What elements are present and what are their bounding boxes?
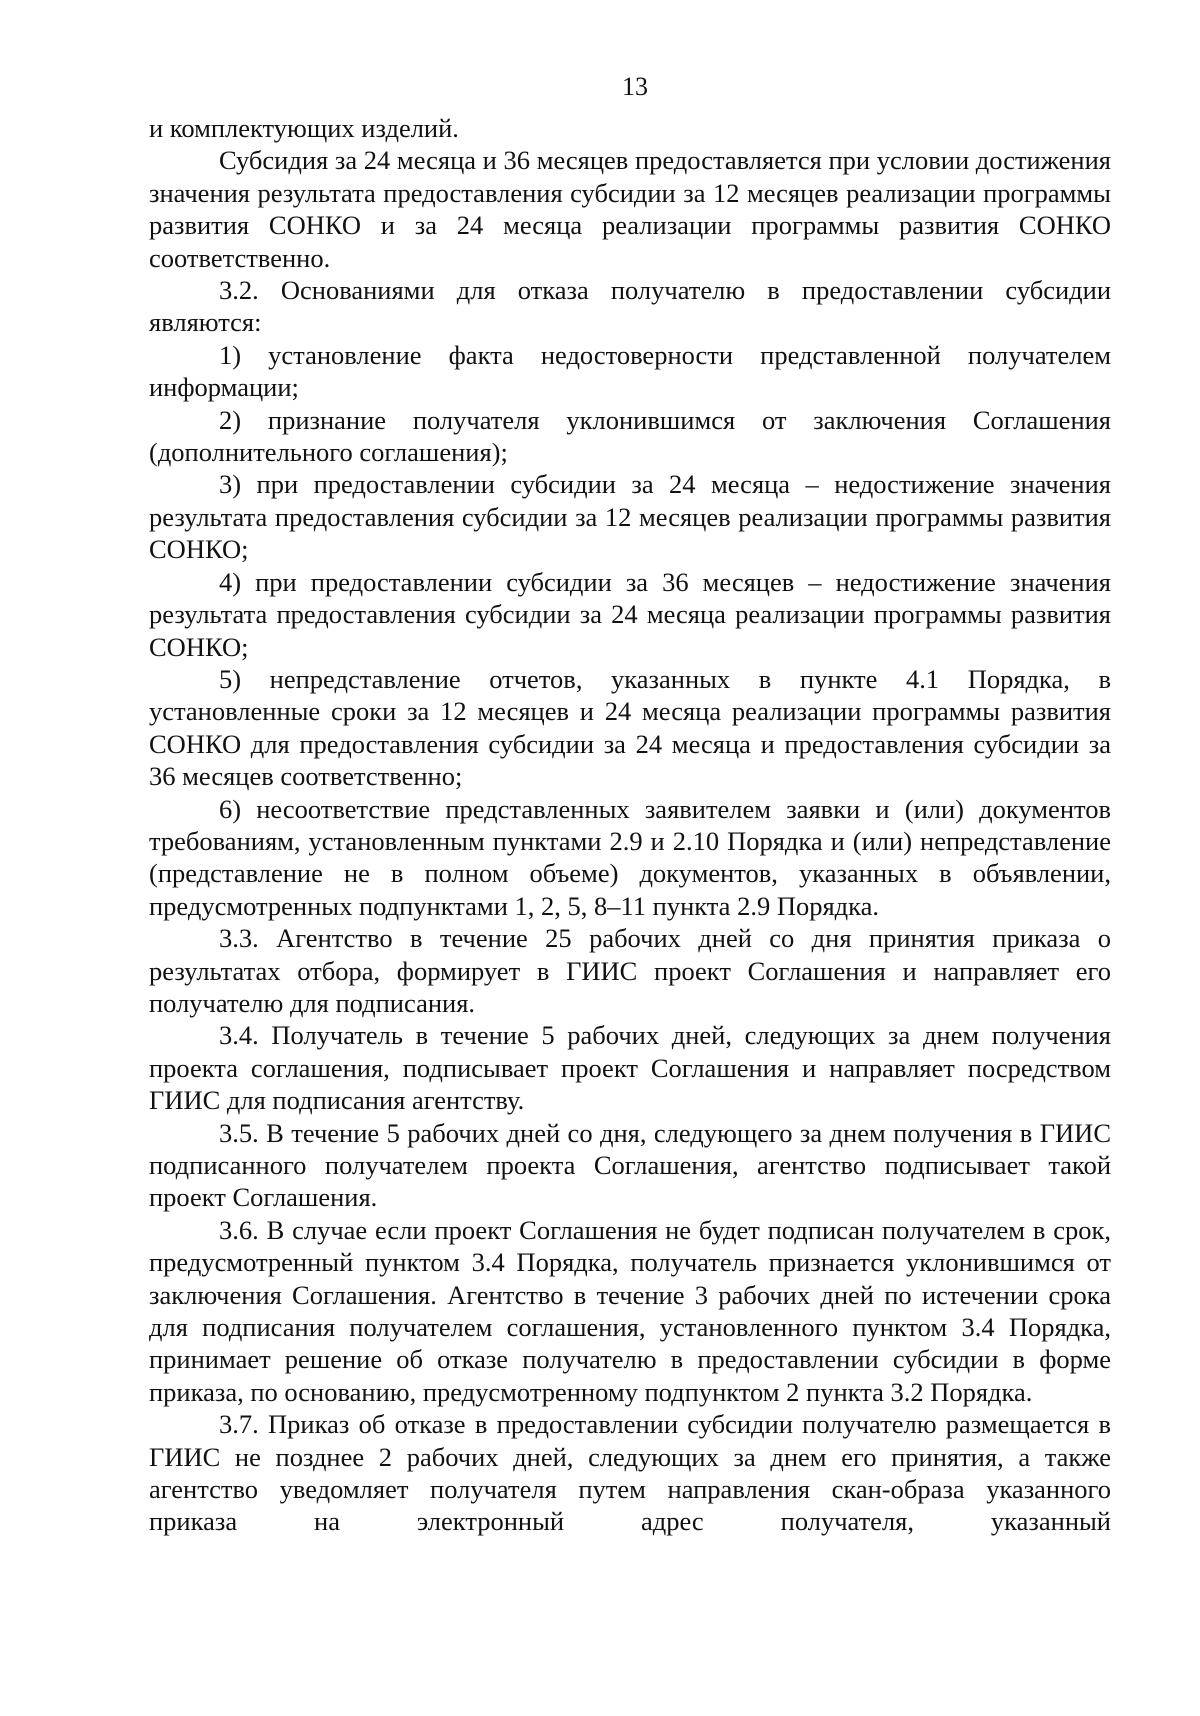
paragraph: 6) несоответствие представленных заявителем заявки и (или) документов требованиям, установленным пунктами 2.9 и 2.10 Порядка и (или) непредставление (представление не в полном объеме) документов, указанных в объявлении, предусмотренных подпунктами 1, 2, 5, 8–11 пункта 2.9 Порядка.	[149, 793, 1111, 921]
paragraph: и комплектующих изделий.	[149, 113, 459, 143]
paragraph: 4) при предоставлении субсидии за 36 месяцев – недостижение значения результата предоставления субсидии за 24 месяца реализации программы развития СОНКО;	[149, 566, 1111, 662]
paragraph: 3.7. Приказ об отказе в предоставлении субсидии получателю размещается в ГИИС не позднее 2 рабочих дней, следующих за днем его принятия, а также агентство уведомляет получателя путем направления скан-образа указанного приказа на электронный адрес получателя, указанный	[149, 1409, 1111, 1537]
paragraph: 3.2. Основаниями для отказа получателю в предоставлении субсидии являются:	[149, 275, 1111, 338]
paragraph: 2) признание получателя уклонившимся от заключения Соглашения (дополнительного соглашения);	[149, 404, 1111, 468]
paragraph: Субсидия за 24 месяца и 36 месяцев предоставляется при условии достижения значения результата предоставления субсидии за 12 месяцев реализации программы развития СОНКО и за 24 месяца реализации программы развития СОНКО соответственно.	[149, 145, 1111, 273]
paragraph: 3.6. В случае если проект Соглашения не будет подписан получателем в срок, предусмотренный пунктом 3.4 Порядка, получатель признается уклонившимся от заключения Соглашения. Агентство в течение 3 рабочих дней по истечении срока для подписания получателем соглашения, установленного пунктом 3.4 Порядка, принимает решение об отказе получателю в предоставлении субсидии в форме приказа, по основанию, предусмотренному подпунктом 2 пункта 3.2 Порядка.	[149, 1214, 1111, 1407]
paragraph: 3.4. Получатель в течение 5 рабочих дней, следующих за днем получения проекта соглашения, подписывает проект Соглашения и направляет посредством ГИИС для подписания агентству.	[149, 1020, 1111, 1116]
page-number: 13	[622, 72, 648, 101]
paragraph: 5) непредставление отчетов, указанных в пункте 4.1 Порядка, в установленные сроки за 12 месяцев и 24 месяца реализации программы развития СОНКО для предоставления субсидии за 24 месяца и предоставления субсидии за 36 месяцев соответственно;	[149, 663, 1111, 792]
paragraph: 3.5. В течение 5 рабочих дней со дня, следующего за днем получения в ГИИС подписанного получателем проекта Соглашения, агентство подписывает такой проект Соглашения.	[149, 1117, 1111, 1213]
paragraph: 1) установление факта недостоверности представленной получателем информации;	[149, 339, 1111, 403]
document-body	[149, 112, 1111, 1538]
paragraph: 3.3. Агентство в течение 25 рабочих дней со дня принятия приказа о результатах отбора, формирует в ГИИС проект Соглашения и направляет его получателю для подписания.	[149, 923, 1111, 1018]
paragraph: 3) при предоставлении субсидии за 24 месяца – недостижение значения результата предоставления субсидии за 12 месяцев реализации программы развития СОНКО;	[149, 469, 1111, 565]
